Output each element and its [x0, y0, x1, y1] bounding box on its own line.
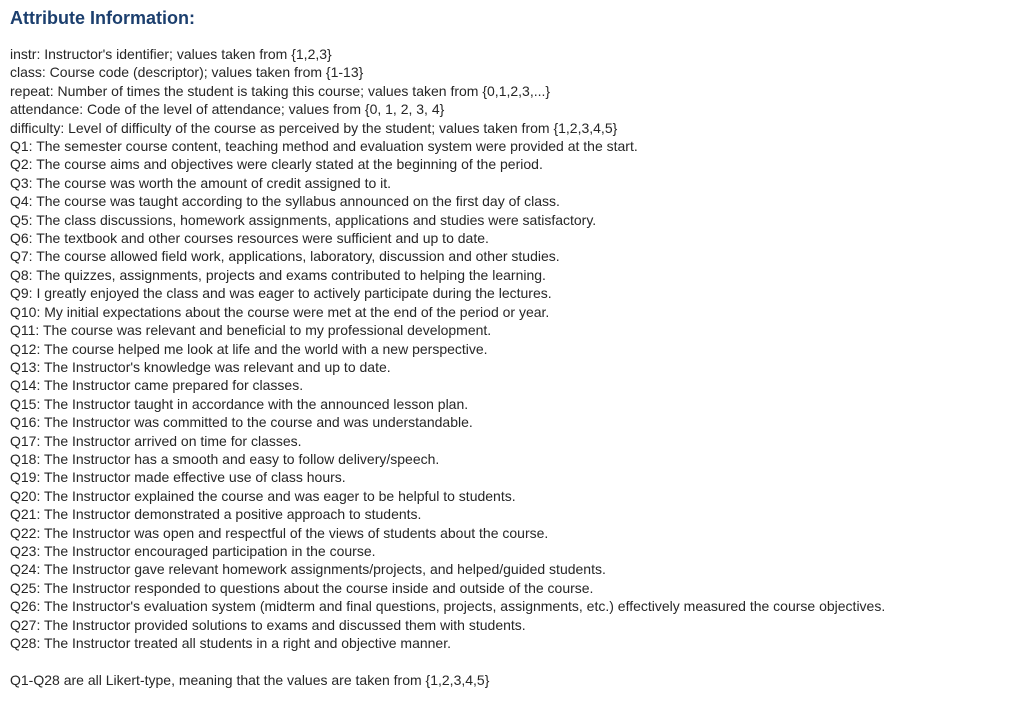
- attribute-item: Q27: The Instructor provided solutions to exams and discussed them with students.: [10, 616, 526, 633]
- attribute-item: Q10: My initial expectations about the course were met at the end of the period or year.: [10, 303, 550, 320]
- attribute-item: Q5: The class discussions, homework assignments, applications and studies were satisfactory.: [10, 211, 597, 228]
- attribute-item: Q17: The Instructor arrived on time for classes.: [10, 432, 302, 449]
- attribute-item: Q11: The course was relevant and beneficial to my professional development.: [10, 322, 492, 339]
- attribute-item: Q12: The course helped me look at life and the world with a new perspective.: [10, 340, 488, 357]
- attribute-item: Q6: The textbook and other courses resources were sufficient and up to date.: [10, 230, 489, 247]
- attribute-item: Q8: The quizzes, assignments, projects and exams contributed to helping the learning.: [10, 266, 546, 283]
- attribute-item: instr: Instructor's identifier; values taken from {1,2,3}: [10, 46, 332, 62]
- attribute-item: Q15: The Instructor taught in accordance with the announced lesson plan.: [10, 395, 469, 412]
- attribute-item: repeat: Number of times the student is taking this course; values taken from {0,1,2,3,...}: [10, 82, 551, 99]
- attribute-item: Q23: The Instructor encouraged participation in the course.: [10, 542, 376, 559]
- attribute-item: Q1: The semester course content, teaching method and evaluation system were provided at the start.: [10, 138, 638, 155]
- attribute-item: Q26: The Instructor's evaluation system (midterm and final questions, projects, assignments, etc.) effectively measured the course objectives.: [10, 598, 886, 615]
- attribute-item: Q25: The Instructor responded to questions about the course inside and outside of the course.: [10, 579, 594, 596]
- attribute-item: Q19: The Instructor made effective use of class hours.: [10, 469, 346, 486]
- attribute-item: difficulty: Level of difficulty of the course as perceived by the student; values taken from {1,2,3,4,5}: [10, 119, 618, 136]
- attribute-item: Q22: The Instructor was open and respectful of the views of students about the course.: [10, 524, 549, 541]
- attribute-item: Q20: The Instructor explained the course and was eager to be helpful to students.: [10, 487, 516, 504]
- attribute-item: Q24: The Instructor gave relevant homework assignments/projects, and helped/guided students.: [10, 561, 606, 578]
- attribute-item: Q4: The course was taught according to the syllabus announced on the first day of class.: [10, 193, 560, 210]
- attribute-item: Q14: The Instructor came prepared for classes.: [10, 377, 304, 394]
- attribute-item: Q18: The Instructor has a smooth and easy to follow delivery/speech.: [10, 450, 440, 467]
- attribute-item: Q21: The Instructor demonstrated a positive approach to students.: [10, 506, 422, 523]
- attribute-item: Q28: The Instructor treated all students in a right and objective manner.: [10, 635, 451, 651]
- attribute-item: class: Course code (descriptor); values taken from {1-13}: [10, 64, 364, 81]
- section-heading: Attribute Information:: [10, 8, 195, 28]
- attribute-item: attendance: Code of the level of attendance; values from {0, 1, 2, 3, 4}: [10, 101, 445, 118]
- attribute-item: Q3: The course was worth the amount of credit assigned to it.: [10, 174, 392, 191]
- attribute-list: [10, 45, 885, 652]
- attribute-item: Q7: The course allowed field work, applications, laboratory, discussion and other studies.: [10, 248, 560, 265]
- attribute-item: Q9: I greatly enjoyed the class and was eager to actively participate during the lectures.: [10, 285, 552, 302]
- attribute-item: Q13: The Instructor's knowledge was relevant and up to date.: [10, 358, 391, 375]
- attribute-item: Q2: The course aims and objectives were clearly stated at the beginning of the period.: [10, 156, 543, 173]
- attribute-item: Q16: The Instructor was committed to the course and was understandable.: [10, 414, 473, 431]
- likert-note: Q1-Q28 are all Likert-type, meaning that the values are taken from {1,2,3,4,5}: [10, 672, 490, 688]
